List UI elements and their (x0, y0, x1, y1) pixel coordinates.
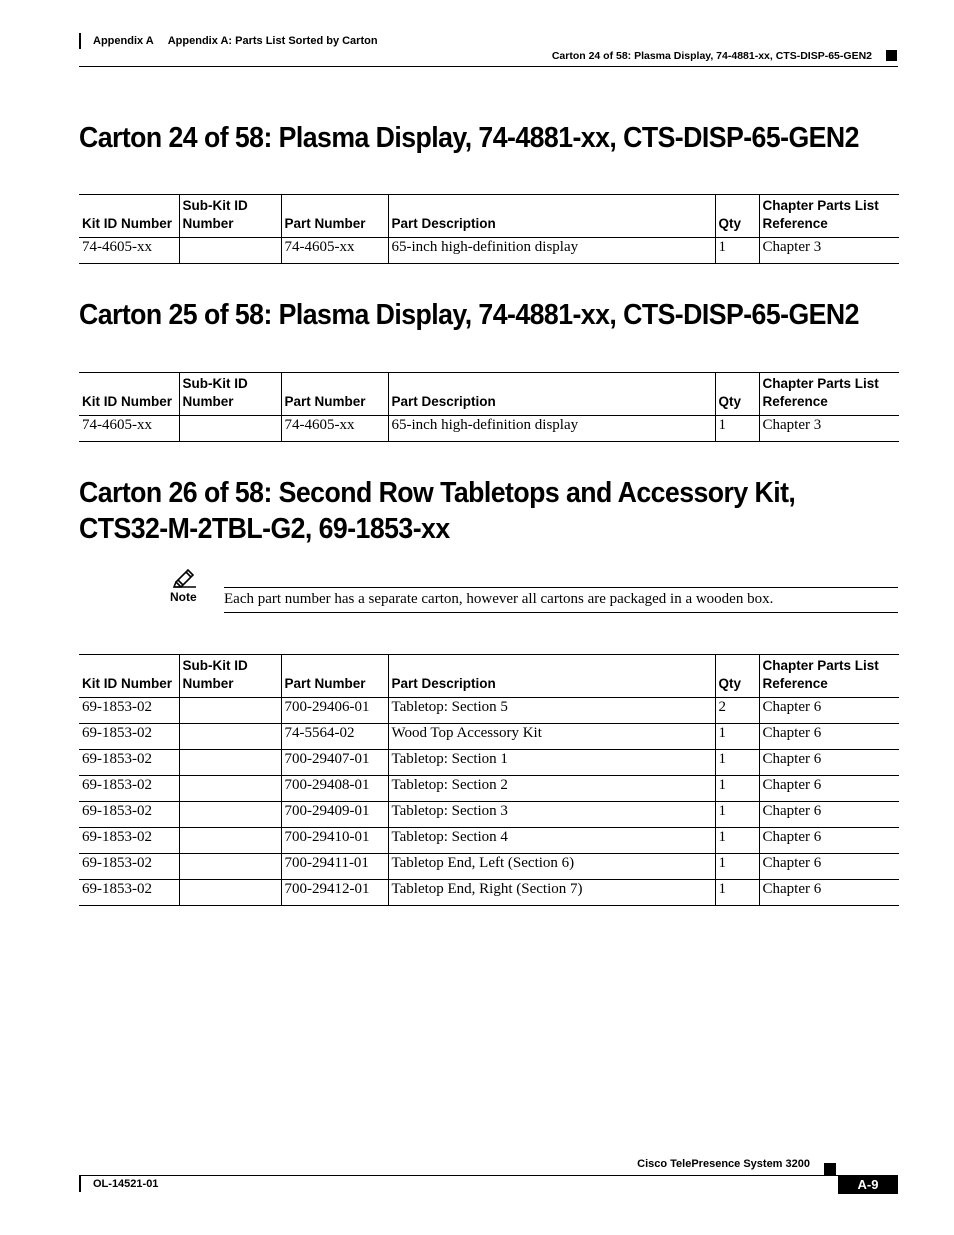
table-cell: Chapter 6 (759, 776, 899, 802)
table-row (79, 698, 899, 724)
page-number: A-9 (838, 1175, 898, 1194)
column-header: Qty (715, 373, 759, 416)
table-cell: Chapter 6 (759, 828, 899, 854)
table-cell: 1 (715, 802, 759, 828)
table-cell: 65-inch high-definition display (388, 416, 715, 442)
header-rule (79, 66, 898, 67)
table-cell: Wood Top Accessory Kit (388, 724, 715, 750)
table-header-row (79, 373, 899, 416)
table-cell: 69-1853-02 (79, 750, 179, 776)
column-header: Part Description (388, 655, 715, 698)
footer-product: Cisco TelePresence System 3200 (637, 1158, 810, 1170)
table-cell: 1 (715, 750, 759, 776)
column-header: Chapter Parts List Reference (759, 373, 899, 416)
table-cell: 1 (715, 724, 759, 750)
carton-25-heading: Carton 25 of 58: Plasma Display, 74-4881-xx, CTS-DISP-65-GEN2 (79, 299, 859, 331)
table-cell: 69-1853-02 (79, 828, 179, 854)
table-cell: Tabletop: Section 5 (388, 698, 715, 724)
column-header: Kit ID Number (79, 373, 179, 416)
column-header: Sub-Kit ID Number (179, 195, 281, 238)
table-cell: 700-29406-01 (281, 698, 388, 724)
table-cell: 700-29411-01 (281, 854, 388, 880)
table-cell: Chapter 3 (759, 238, 899, 264)
footer-doc-number: OL-14521-01 (79, 1176, 158, 1192)
table-cell: 700-29409-01 (281, 802, 388, 828)
table-cell (179, 698, 281, 724)
table-cell: 74-4605-xx (79, 238, 179, 264)
footer-marker (824, 1163, 836, 1175)
note-text: Each part number has a separate carton, however all cartons are packaged in a wooden box. (224, 587, 898, 613)
table-cell: 69-1853-02 (79, 880, 179, 906)
table-cell: 65-inch high-definition display (388, 238, 715, 264)
table-cell: 700-29410-01 (281, 828, 388, 854)
table-cell: 700-29412-01 (281, 880, 388, 906)
table-cell: 74-4605-xx (281, 416, 388, 442)
table-cell (179, 416, 281, 442)
table-cell: 1 (715, 854, 759, 880)
footer-rule (79, 1175, 838, 1176)
table-cell: 69-1853-02 (79, 802, 179, 828)
table-cell: 74-4605-xx (79, 416, 179, 442)
carton-26-heading-line1: Carton 26 of 58: Second Row Tabletops and Accessory Kit, (79, 477, 796, 509)
column-header: Qty (715, 655, 759, 698)
table-header-row (79, 655, 899, 698)
table-cell: 700-29407-01 (281, 750, 388, 776)
table-cell: 1 (715, 880, 759, 906)
table-cell (179, 238, 281, 264)
table-cell: Tabletop: Section 3 (388, 802, 715, 828)
table-cell (179, 750, 281, 776)
table-cell: Chapter 6 (759, 880, 899, 906)
table-row (79, 776, 899, 802)
column-header: Qty (715, 195, 759, 238)
column-header: Part Number (281, 373, 388, 416)
table-cell (179, 880, 281, 906)
header-appendix: Appendix A (93, 35, 154, 47)
table-cell: Chapter 6 (759, 698, 899, 724)
header-section: Appendix A: Parts List Sorted by Carton (167, 35, 378, 47)
table-cell: Chapter 6 (759, 854, 899, 880)
table-cell: 74-4605-xx (281, 238, 388, 264)
header-marker (886, 50, 897, 61)
column-header: Chapter Parts List Reference (759, 195, 899, 238)
table-cell: Chapter 6 (759, 724, 899, 750)
table-row (79, 802, 899, 828)
table-header-row (79, 195, 899, 238)
table-cell: 2 (715, 698, 759, 724)
table-row (79, 880, 899, 906)
table-cell: 700-29408-01 (281, 776, 388, 802)
table-row (79, 854, 899, 880)
carton-24-heading: Carton 24 of 58: Plasma Display, 74-4881-xx, CTS-DISP-65-GEN2 (79, 122, 859, 154)
pencil-icon (172, 566, 198, 593)
column-header: Part Description (388, 373, 715, 416)
table-row (79, 238, 899, 264)
table-cell (179, 724, 281, 750)
table-cell: 1 (715, 416, 759, 442)
column-header: Chapter Parts List Reference (759, 655, 899, 698)
table-cell: Tabletop End, Right (Section 7) (388, 880, 715, 906)
table-cell: 74-5564-02 (281, 724, 388, 750)
table-row (79, 724, 899, 750)
table-cell: Tabletop End, Left (Section 6) (388, 854, 715, 880)
table-cell (179, 802, 281, 828)
table-cell: Tabletop: Section 2 (388, 776, 715, 802)
table-cell: Chapter 6 (759, 750, 899, 776)
table-row (79, 416, 899, 442)
carton-24-table (79, 194, 899, 264)
table-cell: 69-1853-02 (79, 776, 179, 802)
carton-26-heading-line2: CTS32-M-2TBL-G2, 69-1853-xx (79, 513, 450, 545)
table-cell: 1 (715, 828, 759, 854)
carton-26-table (79, 654, 899, 906)
column-header: Part Description (388, 195, 715, 238)
table-row (79, 750, 899, 776)
table-cell: Chapter 3 (759, 416, 899, 442)
table-cell (179, 776, 281, 802)
table-cell (179, 854, 281, 880)
column-header: Kit ID Number (79, 655, 179, 698)
column-header: Kit ID Number (79, 195, 179, 238)
column-header: Sub-Kit ID Number (179, 373, 281, 416)
column-header: Sub-Kit ID Number (179, 655, 281, 698)
header-running-title: Carton 24 of 58: Plasma Display, 74-4881-xx, CTS-DISP-65-GEN2 (551, 50, 872, 62)
note-label: Note (170, 590, 197, 604)
column-header: Part Number (281, 195, 388, 238)
table-cell: 69-1853-02 (79, 724, 179, 750)
table-cell: 1 (715, 238, 759, 264)
page-header-left (79, 33, 378, 49)
table-row (79, 828, 899, 854)
column-header: Part Number (281, 655, 388, 698)
table-cell: Tabletop: Section 1 (388, 750, 715, 776)
table-cell: Chapter 6 (759, 802, 899, 828)
table-cell: 1 (715, 776, 759, 802)
table-cell: 69-1853-02 (79, 854, 179, 880)
table-cell: Tabletop: Section 4 (388, 828, 715, 854)
carton-25-table (79, 372, 899, 442)
table-cell: 69-1853-02 (79, 698, 179, 724)
table-cell (179, 828, 281, 854)
